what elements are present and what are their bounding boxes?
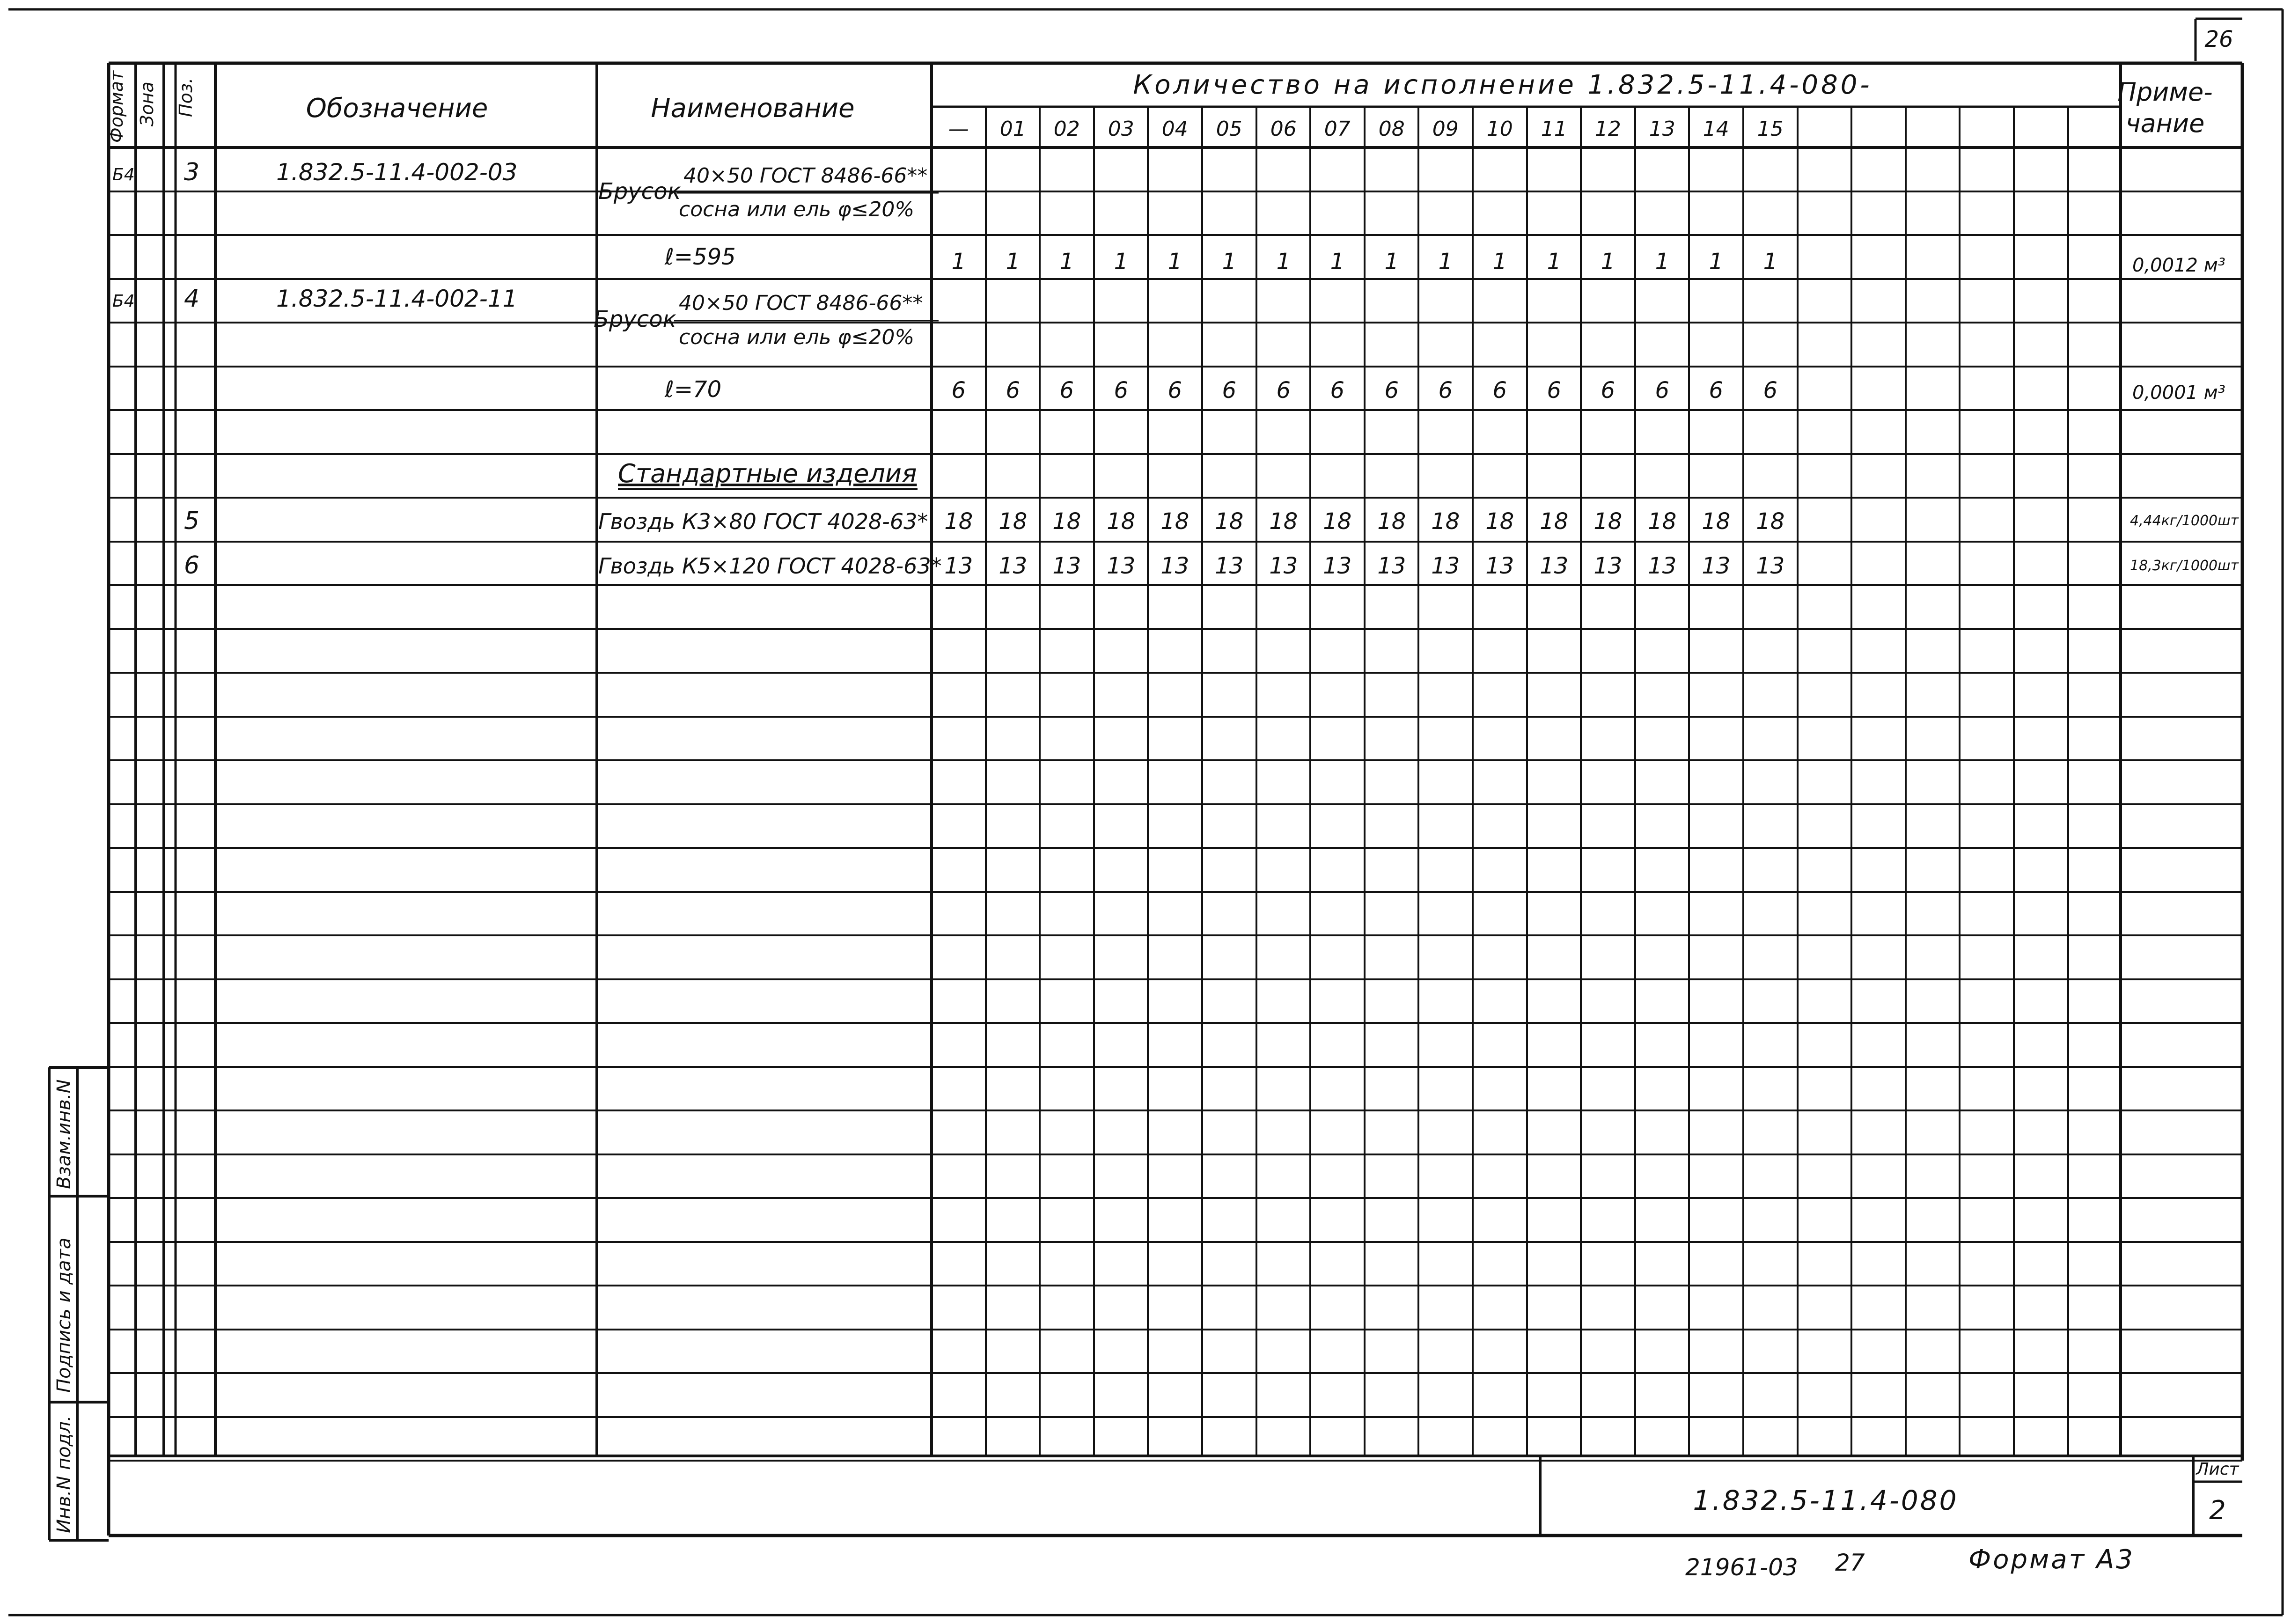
quantity-value: 13 [1160, 553, 1190, 579]
item-note: 4,44кг/1000шт [2130, 513, 2239, 529]
quantity-value: 13 [1323, 553, 1352, 579]
quantity-value: 6 [1547, 377, 1562, 404]
quantity-value: 6 [1709, 377, 1724, 404]
row-name-prefix: Брусок [594, 306, 676, 332]
row-note: 0,0001 м³ [2132, 382, 2225, 404]
format-label: Формат А3 [1968, 1544, 2135, 1575]
row-name-prefix: Брусок [598, 178, 681, 205]
quantity-value: 18 [1160, 508, 1190, 535]
variant-header: 01 [999, 117, 1026, 141]
table-frame [109, 63, 2242, 1536]
quantity-value: 6 [1330, 377, 1345, 404]
quantity-value: 13 [1377, 553, 1406, 579]
row-format: Б4 [112, 165, 135, 184]
outer-frame [8, 9, 2283, 1615]
side-label-sign: Подпись и дата [53, 1237, 75, 1393]
header-note-line2: чание [2125, 109, 2205, 138]
quantity-value: 18 [1377, 508, 1406, 535]
quantity-value: 6 [1438, 377, 1453, 404]
quantity-value: 1 [1168, 249, 1182, 275]
row-designation: 1.832.5-11.4-002-11 [276, 285, 518, 312]
quantity-value: 18 [1431, 508, 1460, 535]
quantity-value: 6 [1384, 377, 1399, 404]
quantity-value: 1 [951, 249, 966, 275]
quantity-value: 13 [1107, 553, 1136, 579]
variant-header: 03 [1108, 117, 1134, 141]
header-zone: Зона [137, 81, 157, 126]
quantity-value: 1 [1114, 249, 1129, 275]
quantity-value: 13 [1215, 553, 1244, 579]
row-length: ℓ=70 [665, 376, 722, 403]
top-sheet-number-box [2196, 19, 2242, 61]
row-name-top: 40×50 ГОСТ 8486-66** [683, 164, 928, 188]
order-number: 21961-03 [1685, 1554, 1798, 1581]
variant-header: 10 [1486, 117, 1513, 141]
quantity-value: 13 [1431, 553, 1460, 579]
side-label-replace: Взам.инв.N [53, 1079, 75, 1189]
quantity-value: 1 [1222, 249, 1237, 275]
quantity-value: 18 [1702, 508, 1731, 535]
quantity-value: 6 [1222, 377, 1237, 404]
header-quantity: Количество на исполнение 1.832.5-11.4-080- [1133, 70, 1872, 100]
quantity-value: 13 [944, 553, 973, 579]
side-label-inv: Инв.N подл. [53, 1415, 75, 1533]
quantity-value: 6 [1006, 377, 1021, 404]
quantity-value: 18 [1215, 508, 1244, 535]
variant-header: 05 [1216, 117, 1242, 141]
variant-header: — [948, 117, 969, 141]
quantity-value: 13 [1593, 553, 1623, 579]
quantity-value: 1 [1763, 249, 1778, 275]
variant-header: 07 [1324, 117, 1351, 141]
variant-header: 02 [1053, 117, 1080, 141]
quantity-value: 13 [999, 553, 1028, 579]
quantity-value: 1 [1276, 249, 1291, 275]
variant-header: 15 [1757, 117, 1784, 141]
document-code: 1.832.5-11.4-080 [1693, 1484, 1959, 1516]
item-pos: 5 [184, 507, 200, 535]
quantity-value: 1 [1601, 249, 1615, 275]
header-note-line1: Приме- [2117, 77, 2213, 107]
quantity-value: 18 [1485, 508, 1514, 535]
row-pos: 3 [184, 158, 200, 186]
quantity-value: 13 [1540, 553, 1569, 579]
quantity-value: 13 [1702, 553, 1731, 579]
row-designation: 1.832.5-11.4-002-03 [276, 159, 518, 186]
header-format: Формат [106, 70, 127, 143]
header-designation: Обозначение [306, 93, 488, 124]
row-length: ℓ=595 [665, 244, 736, 270]
header-name: Наименование [651, 93, 855, 124]
item-name: Гвоздь К5×120 ГОСТ 4028-63* [598, 553, 942, 579]
quantity-value: 6 [1168, 377, 1182, 404]
footer [1685, 1544, 2135, 1581]
quantity-value: 18 [1269, 508, 1298, 535]
item-note: 18,3кг/1000шт [2130, 558, 2239, 574]
quantity-value: 6 [1059, 377, 1074, 404]
quantity-value: 13 [1269, 553, 1298, 579]
variant-header: 09 [1432, 117, 1459, 141]
page-number: 27 [1835, 1549, 1865, 1576]
quantity-value: 13 [1485, 553, 1514, 579]
row-name-top: 40×50 ГОСТ 8486-66** [679, 291, 923, 315]
variant-headers [948, 117, 1784, 141]
quantity-value: 18 [1323, 508, 1352, 535]
quantity-value: 1 [1006, 249, 1021, 275]
variant-header: 12 [1594, 117, 1621, 141]
quantity-value: 1 [1330, 249, 1345, 275]
quantity-value: 18 [1107, 508, 1136, 535]
variant-header: 06 [1270, 117, 1297, 141]
variant-header: 13 [1649, 117, 1675, 141]
quantity-value: 18 [1052, 508, 1081, 535]
variant-header: 04 [1161, 117, 1188, 141]
quantity-value: 1 [1547, 249, 1562, 275]
quantity-value: 13 [1756, 553, 1785, 579]
quantity-value: 1 [1492, 249, 1507, 275]
item-name: Гвоздь К3×80 ГОСТ 4028-63* [598, 509, 928, 534]
row-pos: 4 [184, 285, 200, 313]
row-name-bottom: сосна или ель φ≤20% [679, 325, 915, 349]
row-format: Б4 [112, 292, 135, 311]
variant-header: 08 [1378, 117, 1405, 141]
quantity-value: 6 [1655, 377, 1670, 404]
quantity-value: 13 [1648, 553, 1677, 579]
quantity-value: 18 [1648, 508, 1677, 535]
variant-header: 11 [1541, 117, 1567, 141]
item-pos: 6 [184, 551, 200, 580]
quantity-value: 6 [1276, 377, 1291, 404]
quantity-value: 1 [1709, 249, 1724, 275]
quantity-value: 6 [1601, 377, 1615, 404]
quantity-value: 1 [1059, 249, 1074, 275]
quantity-value: 1 [1384, 249, 1399, 275]
quantity-value: 6 [1114, 377, 1129, 404]
quantity-value: 18 [944, 508, 973, 535]
quantity-value: 18 [999, 508, 1028, 535]
quantity-value: 6 [1763, 377, 1778, 404]
quantity-value: 1 [1655, 249, 1670, 275]
quantity-value: 18 [1540, 508, 1569, 535]
quantity-value: 13 [1052, 553, 1081, 579]
section-title: Стандартные изделия [618, 459, 917, 488]
quantity-value: 18 [1756, 508, 1785, 535]
header-pos: Поз. [176, 77, 196, 117]
sheet-label: Лист [2196, 1460, 2239, 1479]
sheet-number: 2 [2209, 1495, 2226, 1526]
quantity-value: 18 [1593, 508, 1623, 535]
quantity-value: 6 [1492, 377, 1507, 404]
top-sheet-number: 26 [2204, 26, 2233, 52]
variant-header: 14 [1703, 117, 1729, 141]
row-name-bottom: сосна или ель φ≤20% [679, 198, 915, 221]
side-stamp [49, 1067, 109, 1540]
quantity-value: 1 [1438, 249, 1453, 275]
title-block [1540, 1456, 2242, 1536]
row-note: 0,0012 м³ [2132, 255, 2225, 276]
quantity-value: 6 [951, 377, 966, 404]
